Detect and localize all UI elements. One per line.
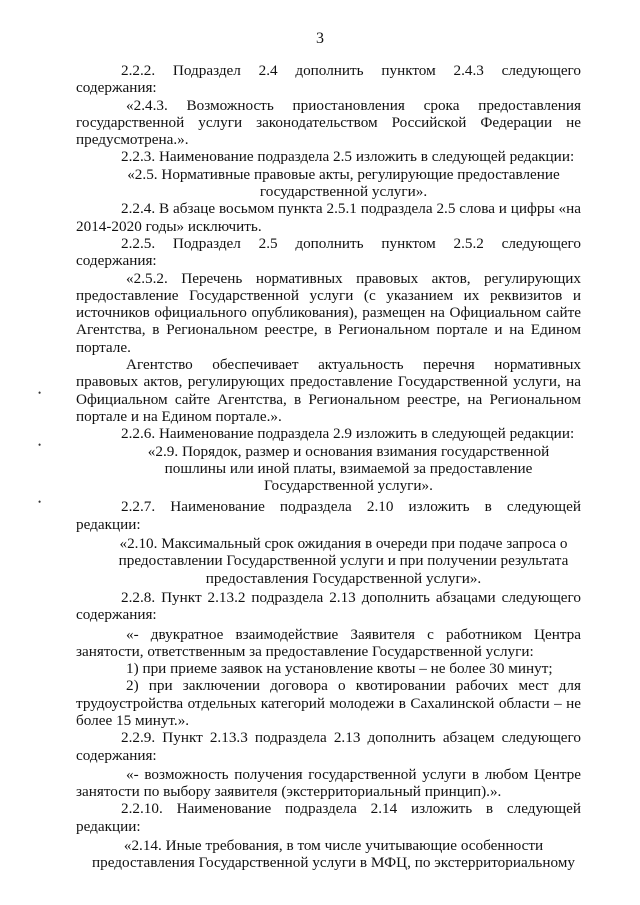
- paragraph: 2.2.8. Пункт 2.13.2 подраздела 2.13 дополнить абзацами следующего содержания:: [76, 588, 581, 624]
- paragraph: 2.2.9. Пункт 2.13.3 подраздела 2.13 дополнить абзацем следующего содержания:: [76, 729, 581, 764]
- quoted-paragraph: «- возможность получения государственной услуги в любом Центре занятости по выбору заявителя (экстерриториальный принцип).».: [76, 765, 581, 801]
- paragraph: 2.2.3. Наименование подраздела 2.5 изложить в следующей редакции:: [121, 148, 575, 166]
- quoted-heading: «2.5. Нормативные правовые акты, регулирующие предоставление государственной услуги».: [127, 165, 560, 201]
- list-item: 2) при заключении договора о квотировании рабочих мест для трудоустройства отдельных категорий молодежи в Сахалинской области – не более 15 минут.».: [76, 677, 581, 729]
- paragraph: редакции:: [76, 515, 141, 533]
- quoted-heading: «2.10. Максимальный срок ожидания в очереди при подаче запроса о предоставлении Государственной услуги и при получении результата предоставления Государственной услуги».: [118, 535, 569, 587]
- quoted-paragraph: «2.4.3. Возможность приостановления срока предоставления государственной услуги законодательством Российской Федерации не предусмотрена.».: [76, 96, 581, 149]
- quoted-heading: «2.9. Порядок, размер и основания взимания государственной пошлины или иной платы, взимаемой за предоставление Государственной услуги».: [147, 442, 550, 495]
- paragraph: 2.2.4. В абзаце восьмом пункта 2.5.1 подраздела 2.5 слова и цифры «на 2014-2020 годы» исключить.: [76, 200, 581, 235]
- paragraph: редакции:: [76, 817, 141, 835]
- quoted-heading: «2.14. Иные требования, в том числе учитывающие особенности предоставления Государственной услуги в МФЦ, по экстерриториальному: [92, 837, 575, 872]
- document-body: [76, 62, 581, 872]
- margin-mark: •: [38, 388, 42, 398]
- quoted-paragraph: Агентство обеспечивает актуальность перечня нормативных правовых актов, регулирующих предоставление Государственной услуги, на Официальном сайте Агентства, в Региональном реестре, на Региональном портале и на Едином портале.».: [76, 356, 581, 425]
- margin-mark: •: [38, 440, 42, 450]
- margin-mark: •: [38, 497, 42, 507]
- paragraph: 2.2.6. Наименование подраздела 2.9 изложить в следующей редакции:: [121, 425, 575, 443]
- paragraph: содержания:: [76, 252, 157, 270]
- quoted-paragraph: «2.5.2. Перечень нормативных правовых актов, регулирующих предоставление Государственной услуги (с указанием их реквизитов и источников официального опубликования), размещен на Официальном сайте Агентства, в Региональном реестре, в Региональном портале и на Едином портале.: [76, 269, 581, 356]
- paragraph: содержания:: [76, 79, 157, 97]
- paragraph: 2.2.2. Подраздел 2.4 дополнить пунктом 2.4.3 следующего: [121, 62, 581, 79]
- list-item: 1) при приеме заявок на установление квоты – не более 30 минут;: [126, 660, 553, 678]
- page-number: 3: [316, 30, 324, 47]
- paragraph: 2.2.5. Подраздел 2.5 дополнить пунктом 2.5.2 следующего: [121, 234, 581, 252]
- paragraph: 2.2.10. Наименование подраздела 2.14 изложить в следующей: [121, 800, 581, 818]
- paragraph: 2.2.7. Наименование подраздела 2.10 изложить в следующей: [121, 498, 581, 516]
- quoted-paragraph: «- двукратное взаимодействие Заявителя с работником Центра занятости, ответственным за предоставление Государственной услуги:: [76, 625, 581, 660]
